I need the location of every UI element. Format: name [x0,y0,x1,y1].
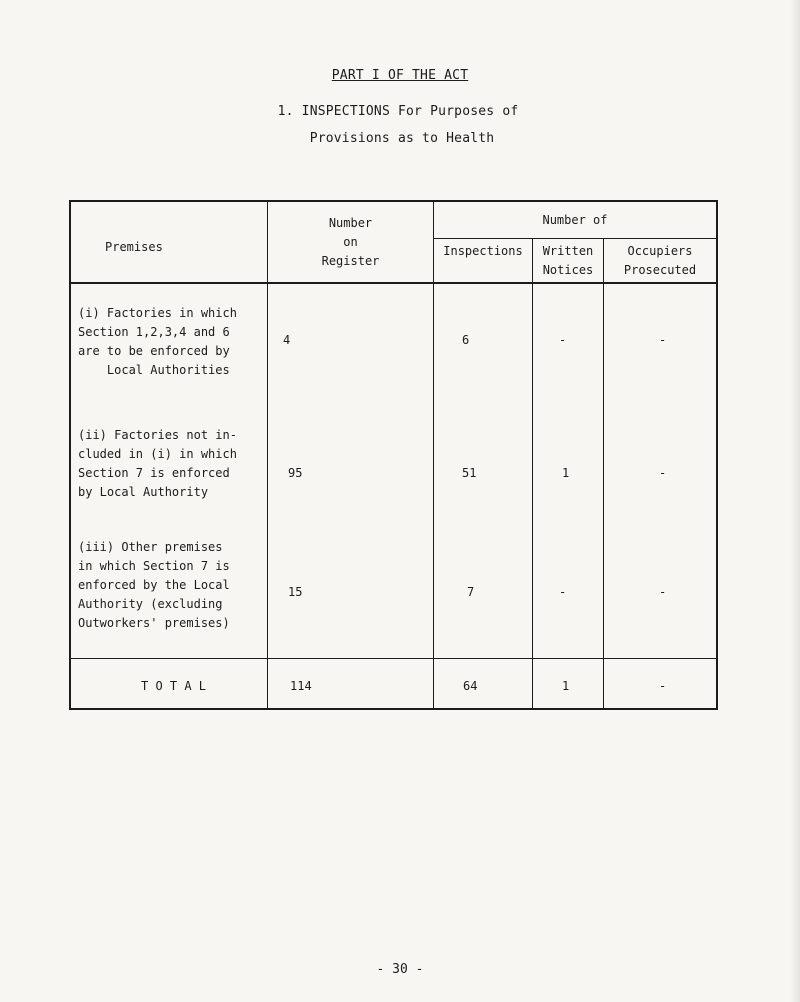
total-register-value: 114 [290,679,312,693]
row-register-value: 4 [283,333,291,347]
col-border-right [716,200,718,710]
row-notices-value: 1 [562,466,570,480]
header-premises: Premises [105,240,163,254]
col-border-left [69,200,71,710]
total-notices-value: 1 [562,679,570,693]
row-register-value: 15 [288,585,303,599]
section-subheading: Provisions as to Health [309,131,495,146]
row-prosecuted-value: - [659,333,667,347]
table-bottom-border [69,708,718,710]
row-inspections-value: 51 [462,466,477,480]
total-label: T O T A L [141,679,207,693]
row-register-value: 95 [288,466,303,480]
total-inspections-value: 64 [463,679,478,693]
header-number-on-register: Number on Register [321,216,380,268]
header-written-notices: Written Notices [542,244,594,277]
row-notices-value: - [559,333,567,347]
header-number-of: Number of [542,213,608,227]
header-occupiers-prosecuted: Occupiers Prosecuted [623,244,697,277]
section-heading: 1. INSPECTIONS For Purposes of [277,104,519,119]
header-inspections: Inspections [443,244,523,258]
inspections-table [69,200,718,710]
col-border-premises [267,200,268,710]
table-row-premises: (iii) Other premises in which Section 7 is enforced by the Local Authority (excluding Outworkers' premises) [78,540,230,630]
table-row-premises: (ii) Factories not in- cluded in (i) in which Section 7 is enforced by Local Authority [78,428,237,499]
col-border-register [433,200,434,710]
page-number: - 30 - [376,962,424,977]
table-top-border [69,200,718,202]
col-border-inspections [532,238,533,710]
row-prosecuted-value: - [659,585,667,599]
row-inspections-value: 7 [467,585,475,599]
row-prosecuted-value: - [659,466,667,480]
total-top-border [69,658,718,659]
total-prosecuted-value: - [659,679,667,693]
col-border-notices [603,238,604,710]
part-title: PART I OF THE ACT [331,68,469,83]
row-inspections-value: 6 [462,333,470,347]
row-notices-value: - [559,585,567,599]
table-row-premises: (i) Factories in which Section 1,2,3,4 and 6 are to be enforced by Local Authorities [78,306,237,377]
header-bottom-border [69,282,718,284]
page-edge-shadow [790,0,800,1002]
number-of-divider [433,238,718,239]
